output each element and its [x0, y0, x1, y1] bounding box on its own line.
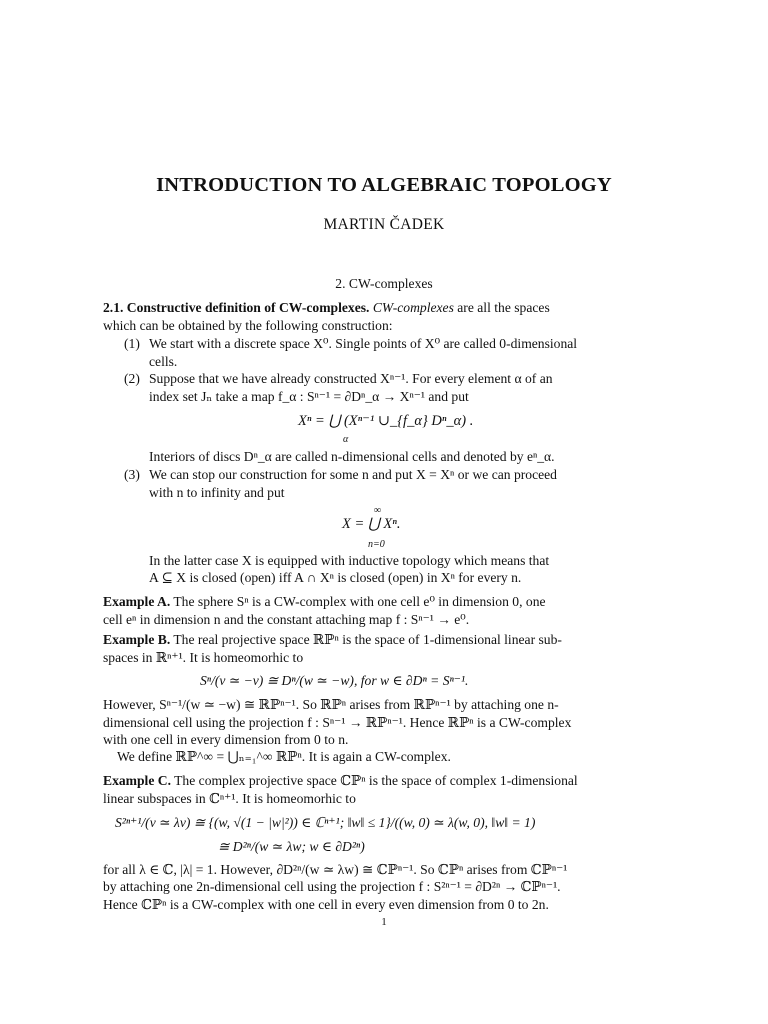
list-item-number: (3) [124, 467, 140, 482]
author-name: MARTIN ČADEK [323, 216, 445, 233]
list-item-text: with n to infinity and put [149, 485, 285, 500]
list-item-text: Interiors of discs Dⁿ_α are called n-dimensional cells and denoted by eⁿ_α. [149, 449, 555, 464]
example-c-line-4: by attaching one 2n-dimensional cell using the projection f : S²ⁿ⁻¹ = ∂D²ⁿ → ℂℙⁿ⁻¹. [103, 879, 561, 894]
example-b-label: Example B. [103, 632, 171, 647]
display-formula: Xⁿ = ⋃ (Xⁿ⁻¹ ∪_{f_α} Dⁿ_α) . [298, 413, 474, 429]
example-a-line-2: cell eⁿ in dimension n and the constant attaching map f : Sⁿ⁻¹ → e⁰. [103, 612, 470, 627]
example-c-line-3: for all λ ∈ ℂ, |λ| = 1. However, ∂D²ⁿ/(w ≃ λw) ≅ ℂℙⁿ⁻¹. So ℂℙⁿ arises from ℂℙⁿ⁻¹ [103, 862, 568, 877]
formula-superscript: ∞ [374, 505, 382, 516]
display-formula: Sⁿ/(v ≃ −v) ≅ Dⁿ/(w ≃ −w), for w ∈ ∂Dⁿ = Sⁿ⁻¹. [200, 673, 469, 688]
display-formula-2: ≅ D²ⁿ/(w ≃ λw; w ∈ ∂D²ⁿ) [218, 839, 365, 854]
example-c-line-2: linear subspaces in ℂⁿ⁺¹. It is homeomorhic to [103, 791, 356, 806]
list-item-text: Suppose that we have already constructed Xⁿ⁻¹. For every element α of an [149, 371, 553, 386]
subsection-line-1 [103, 300, 550, 316]
example-c-label: Example C. [103, 773, 171, 788]
example-b-text: The real projective space ℝℙⁿ is the space of 1-dimensional linear sub- [173, 632, 562, 647]
example-b-line-3: However, Sⁿ⁻¹/(w ≃ −w) ≅ ℝℙⁿ⁻¹. So ℝℙⁿ arises from ℝℙⁿ⁻¹ by attaching one n- [103, 697, 559, 712]
list-item-number: (2) [124, 371, 140, 386]
example-c-line-1 [103, 773, 578, 789]
example-a-label: Example A. [103, 594, 171, 609]
subsection-intro-italic: CW-complexes [372, 300, 454, 315]
example-b-line-6: We define ℝℙ^∞ = ⋃ₙ₌₁^∞ ℝℙⁿ. It is again a CW-complex. [117, 749, 451, 764]
example-c-text: The complex projective space ℂℙⁿ is the space of complex 1-dimensional [174, 773, 578, 788]
example-c-line-5: Hence ℂℙⁿ is a CW-complex with one cell in every even dimension from 0 to 2n. [103, 897, 549, 912]
subsection-intro-rest: are all the spaces [453, 300, 550, 315]
example-a-text: The sphere Sⁿ is a CW-complex with one cell e⁰ in dimension 0, one [173, 594, 546, 609]
section-heading: 2. CW-complexes [335, 276, 433, 291]
paper-title: INTRODUCTION TO ALGEBRAIC TOPOLOGY [156, 174, 612, 196]
list-item-text: We start with a discrete space X⁰. Single points of X⁰ are called 0-dimensional [149, 336, 578, 351]
list-item-text: cells. [149, 354, 178, 369]
page-number: 1 [381, 916, 387, 928]
example-b-line-1 [103, 632, 562, 648]
example-b-line-2: spaces in ℝⁿ⁺¹. It is homeomorhic to [103, 650, 304, 665]
formula-subscript: α [343, 434, 349, 445]
display-formula-1: S²ⁿ⁺¹/(v ≃ λv) ≅ {(w, √(1 − |w|²)) ∈ ℂⁿ⁺¹; ‖w‖ ≤ 1}/((w, 0) ≃ λ(w, 0), ‖w‖ = 1) [115, 815, 536, 830]
example-b-line-5: with one cell in every dimension from 0 to n. [103, 732, 349, 747]
formula-subscript: n=0 [368, 539, 385, 550]
list-item-text: In the latter case X is equipped with inductive topology which means that [149, 553, 550, 568]
subsection-line-2: which can be obtained by the following construction: [103, 318, 393, 333]
list-item-number: (1) [124, 336, 140, 351]
example-b-line-4: dimensional cell using the projection f : Sⁿ⁻¹ → ℝℙⁿ⁻¹. Hence ℝℙⁿ is a CW-complex [103, 715, 572, 730]
subsection-heading: 2.1. Constructive definition of CW-complexes. [103, 300, 370, 315]
example-a-line-1 [103, 594, 546, 610]
list-item-text: A ⊆ X is closed (open) iff A ∩ Xⁿ is closed (open) in Xⁿ for every n. [149, 570, 522, 585]
list-item-text: We can stop our construction for some n and put X = Xⁿ or we can proceed [149, 467, 557, 482]
display-formula: X = ⋃ Xⁿ. [342, 516, 401, 532]
list-item-text: index set Jₙ take a map f_α : Sⁿ⁻¹ = ∂Dⁿ_α → Xⁿ⁻¹ and put [149, 389, 469, 404]
